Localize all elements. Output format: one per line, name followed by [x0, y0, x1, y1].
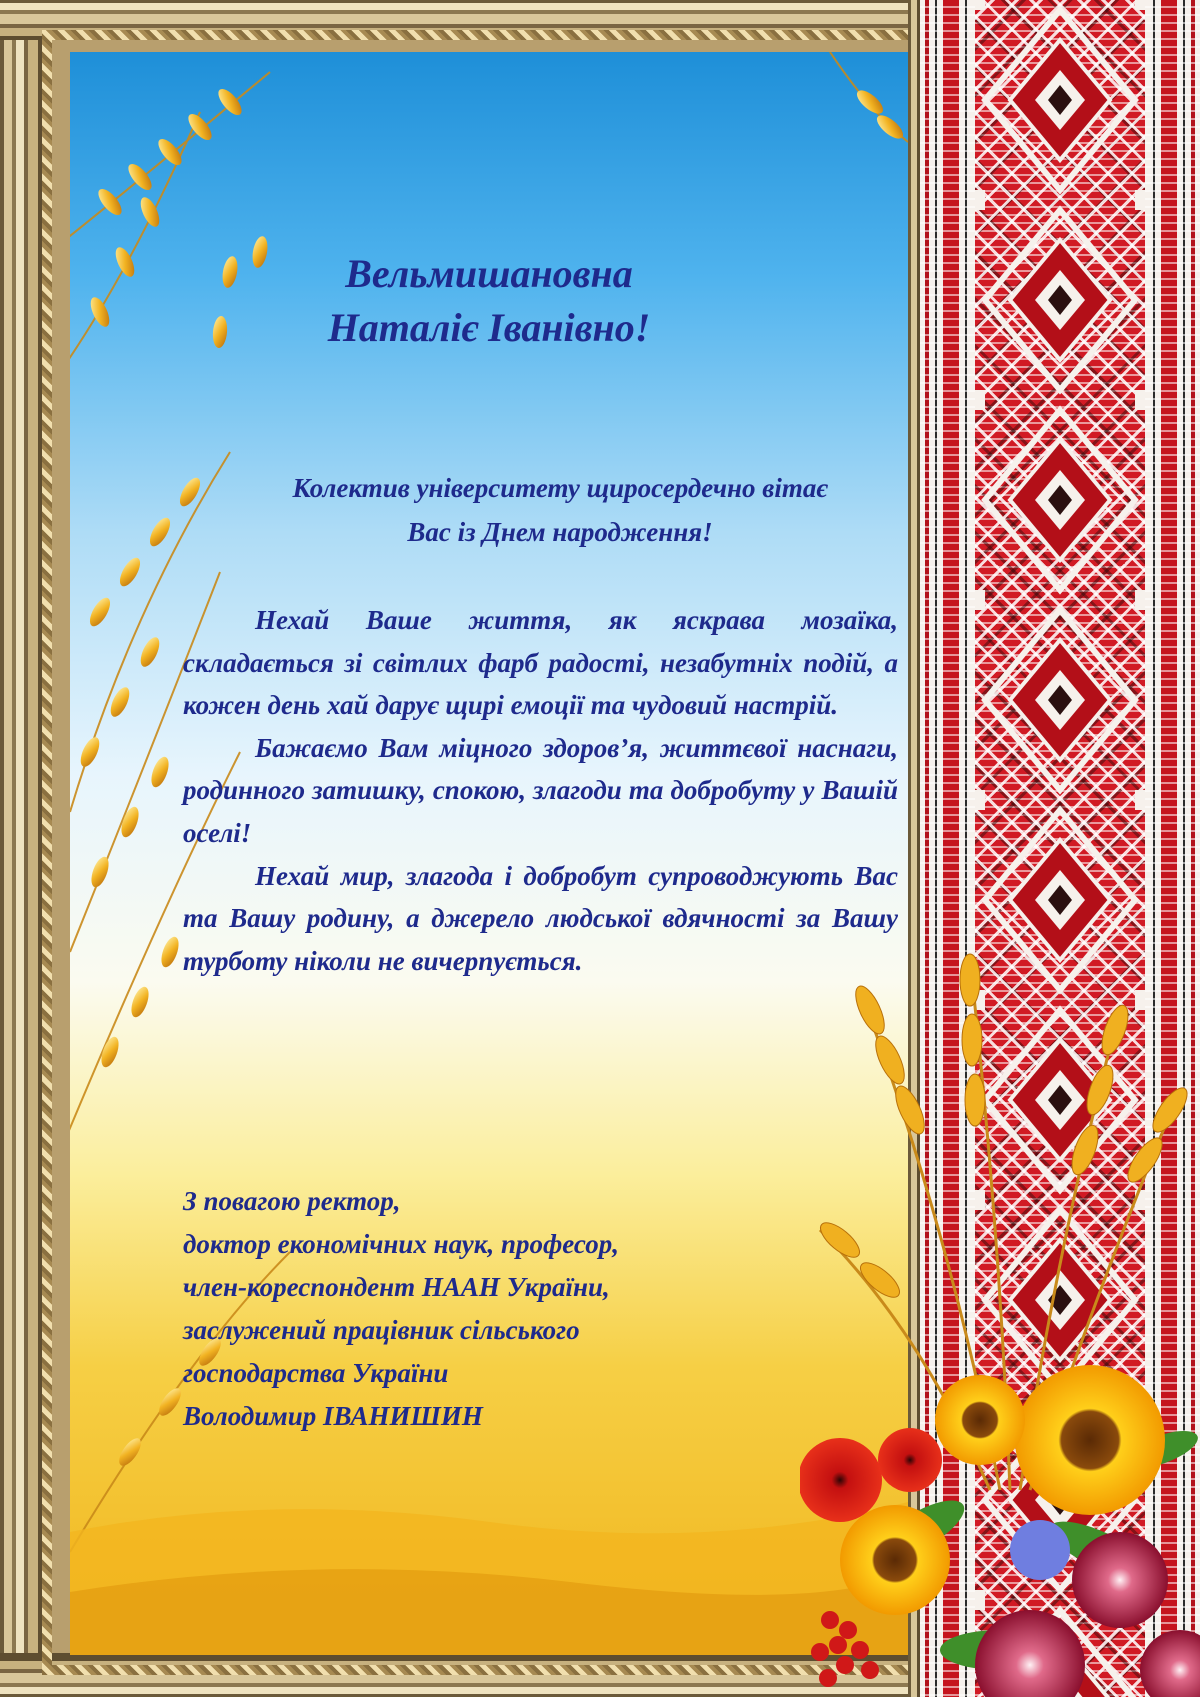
- message-body: [183, 599, 898, 982]
- signature-line-6: Володимир ІВАНИШИН: [183, 1401, 483, 1431]
- paragraph-3: Нехай мир, злагода і добробут супроводжують Вас та Вашу родину, а джерело людської вдячності за Вашу турботу ніколи не вичерпується.: [183, 860, 898, 976]
- paragraph-2: Бажаємо Вам міцного здоров’я, життєвої наснаги, родинного затишку, спокою, злагоди та добробуту у Вашій оселі!: [183, 732, 898, 848]
- intro-line-2: Вас із Днем народження!: [407, 517, 713, 547]
- paragraph-1: Нехай Ваше життя, як яскрава мозаїка, складається зі світлих фарб радості, незабутніх подій, а кожен день хай дарує щирі емоції та чудовий настрій.: [183, 605, 898, 721]
- signature-line-1: З повагою ректор,: [183, 1186, 401, 1216]
- signature-line-5: господарства України: [183, 1358, 449, 1388]
- intro-line-1: Колектив університету щиросердечно вітає: [292, 473, 828, 503]
- signature-block: [183, 1180, 619, 1438]
- greeting-line-1: Вельмишановна: [345, 251, 633, 296]
- signature-line-2: доктор економічних наук, професор,: [183, 1229, 619, 1259]
- signature-line-3: член-кореспондент НААН України,: [183, 1272, 610, 1302]
- signature-line-4: заслужений працівник сільського: [183, 1315, 580, 1345]
- sunflower-bouquet: [800, 930, 1200, 1697]
- greeting-line-2: Наталіє Іванівно!: [327, 305, 651, 350]
